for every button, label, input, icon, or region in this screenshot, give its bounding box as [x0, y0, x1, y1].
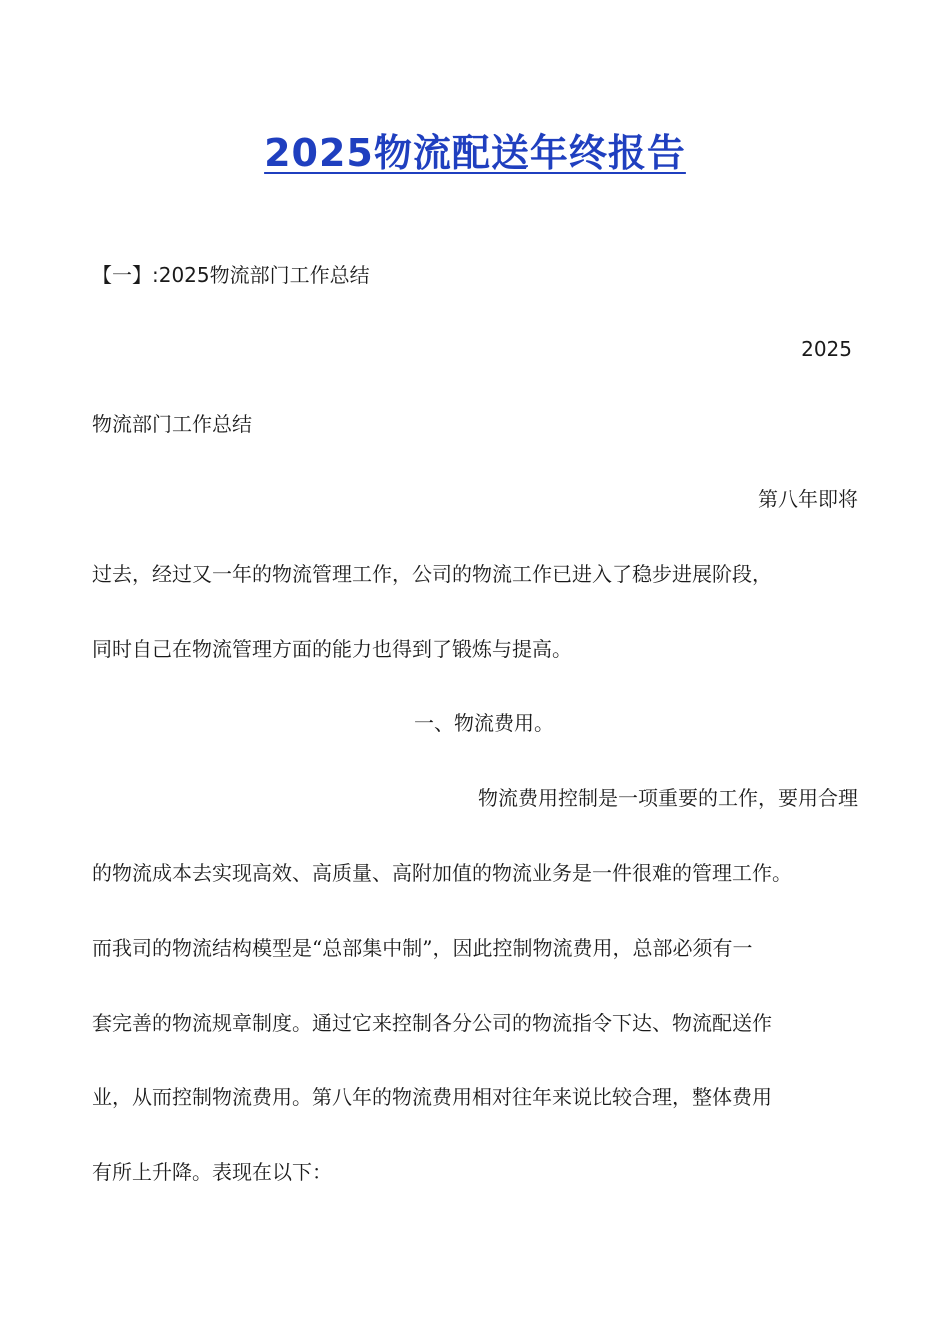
paragraph-1-intro: 第八年即将	[758, 487, 858, 511]
paragraph-1-line-2: 同时自己在物流管理方面的能力也得到了锻炼与提高。	[92, 637, 572, 661]
subheading-logistics-cost: 一、物流费用。	[414, 711, 554, 735]
year-text: 2025	[801, 337, 852, 361]
paragraph-2-line-5: 有所上升降。表现在以下：	[92, 1160, 332, 1184]
paragraph-2-line-1: 的物流成本去实现高效、高质量、高附加值的物流业务是一件很难的管理工作。	[92, 861, 792, 885]
paragraph-2-line-2: 而我司的物流结构模型是“总部集中制”，因此控制物流费用，总部必须有一	[92, 936, 753, 960]
paragraph-2-intro: 物流费用控制是一项重要的工作，要用合理	[478, 786, 858, 810]
section-heading: 【一】:2025物流部门工作总结	[92, 263, 370, 287]
paragraph-1-line-1: 过去，经过又一年的物流管理工作，公司的物流工作已进入了稳步进展阶段，	[92, 562, 772, 586]
document-title-link[interactable]: 2025物流配送年终报告	[264, 131, 686, 175]
paragraph-2-line-3: 套完善的物流规章制度。通过它来控制各分公司的物流指令下达、物流配送作	[92, 1011, 772, 1035]
paragraph-2-line-4: 业，从而控制物流费用。第八年的物流费用相对往年来说比较合理，整体费用	[92, 1085, 772, 1109]
dept-summary-text: 物流部门工作总结	[92, 412, 252, 436]
